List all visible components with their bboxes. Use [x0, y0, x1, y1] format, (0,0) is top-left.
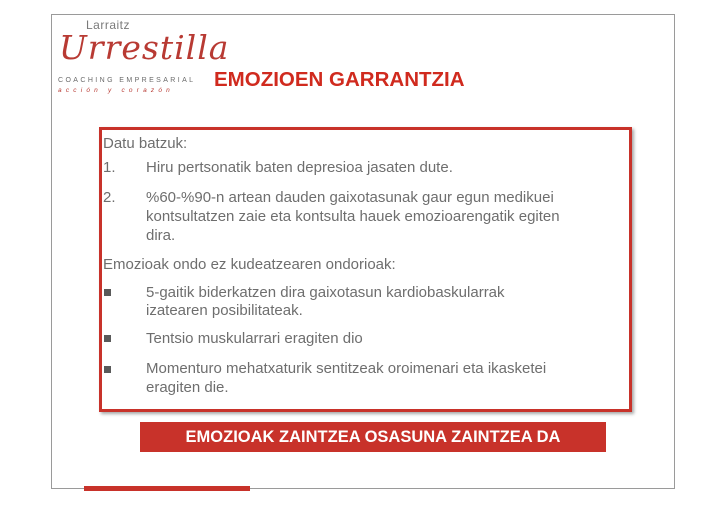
bullet-item-line: Tentsio muskularrari eragiten dio [146, 330, 363, 347]
square-bullet-icon [104, 335, 111, 342]
intro-text: Datu batzuk: [103, 135, 188, 152]
square-bullet-icon [104, 366, 111, 373]
bullet-item-line: 5-gaitik biderkatzen dira gaixotasun kardiobaskularrak [146, 284, 505, 301]
bullet-item-line: eragiten die. [146, 379, 229, 396]
numbered-item-line: dira. [146, 227, 176, 244]
numbered-marker: 1. [103, 159, 116, 176]
subheading-text: Emozioak ondo ez kudeatzearen ondorioak: [103, 256, 396, 273]
bullet-item-line: Momenturo mehatxaturik sentitzeak oroimenari eta ikasketei [146, 360, 547, 377]
logo-subtagline: acción y corazón [58, 87, 174, 94]
bullet-item-line: izatearen posibilitateak. [146, 302, 303, 319]
logo-first-name: Larraitz [86, 18, 131, 32]
key-message-banner [140, 422, 606, 452]
square-bullet-icon [104, 289, 111, 296]
numbered-item-line: %60-%90-n artean dauden gaixotasunak gaur egun medikuei [146, 189, 554, 206]
footer-accent-bar [84, 486, 250, 491]
banner-text: EMOZIOAK ZAINTZEA OSASUNA ZAINTZEA DA [185, 428, 561, 446]
logo-tagline: COACHING EMPRESARIAL [58, 77, 196, 84]
logo-surname: Urrestilla [59, 28, 230, 67]
numbered-item-line: Hiru pertsonatik baten depresioa jasaten dute. [146, 159, 453, 176]
numbered-item-line: kontsultatzen zaie eta kontsulta hauek emozioarengatik egiten [146, 208, 560, 225]
brand-logo [53, 18, 230, 94]
slide-title: EMOZIOEN GARRANTZIA [214, 68, 465, 91]
numbered-marker: 2. [103, 189, 116, 206]
